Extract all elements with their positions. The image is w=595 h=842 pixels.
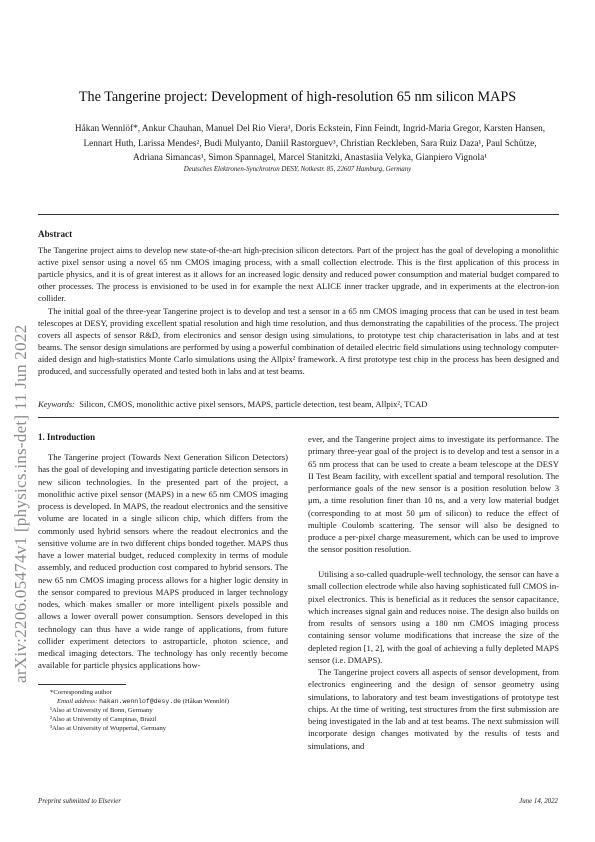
body-paragraph: The Tangerine project covers all aspects of sensor development, from electronics engineering and the design of sensor geometry using simulations, to laboratory and test beam investigations of prototype test chips. At the time of writing, test structures from the first submission are being investigated in the lab and at test beams. The next submission will incorporate design changes motivated by the results of tests and simulations, and (308, 667, 559, 751)
email-label: Email address: (57, 698, 98, 705)
footnote-divider (38, 684, 126, 685)
section-heading: 1. Introduction (38, 432, 96, 442)
author-line: Lennart Huth, Larissa Mendes², Budi Mulyanto, Daniil Rastorguev³, Christian Reckleben, Sara Ruiz Daza¹, Paul Schütze, (83, 138, 537, 149)
divider (38, 214, 559, 215)
body-paragraph: Utilising a so-called quadruple-well technology, the sensor can have a small collection electrode while also having sophisticated full CMOS in-pixel electronics. This is beneficial as it reduces the sensor capacitance, which increases signal gain and reduces noise. The design also builds on from results of sensors using a 180 nm CMOS imaging process containing sensor volume modifications that increase the size of the depleted region [1, 2], with the goal of achieving a fully depleted MAPS sensor (i.e. DMAPS). (308, 569, 559, 665)
author-line: Håkan Wennlöf*, Ankur Chauhan, Manuel Del Rio Viera¹, Doris Eckstein, Finn Feindt, Ingrid-Maria Gregor, Karsten Hansen, (74, 124, 546, 134)
body-paragraph: The Tangerine project (Towards Next Generation Silicon Detectors) has the goal of developing and investigating particle detection sensors in new silicon technologies. In the presented part of the project, a monolithic active pixel sensor (MAPS) in a new 65 nm CMOS imaging process is developed. In MAPS, the readout electronics and the sensitive volume are located in a single silicon chip, which differs from the commonly used hybrid sensors where the readout electronics and the sensitive volume are in two different chips bonded together. MAPS thus have a lower material budget, reduced complexity in terms of module assembly, and reduced production cost compared to hybrid sensors. The new 65 nm CMOS imaging process allows for a higher logic density in the sensor compared to previous MAPS produced in larger technology nodes, which makes smaller or more intelligent pixels possible and allows a lower overall power consumption. Sensors developed in this technology can thus have a wide range of applications, from future collider experiment detectors to astroparticle, photon science, and medical imaging detectors. The technology has only recently become available for particle physics applications how- (38, 452, 288, 671)
abstract-paragraph: The Tangerine project aims to develop new state-of-the-art high-precision silicon detectors. Part of the project has the goal of developing a monolithic active pixel sensor using a novel 65 nm CMOS imaging process, with a small collection electrode. This is the first application of this process in particle physics, and it is of great interest as it allows for an increased logic density and reduced power consumption and material budget compared to other processes. The process is envisioned to be used in for example the next ALICE inner tracker upgrade, and in experiments at the electron-ion collider. (38, 245, 559, 303)
divider (38, 417, 559, 418)
author-list (62, 122, 558, 166)
footer-date: June 14, 2022 (519, 798, 558, 805)
footnote-3: ³Also at University of Wuppertal, Germany (50, 725, 167, 732)
footnote-email (57, 697, 297, 706)
keywords-label: Keywords: (38, 399, 75, 409)
keywords-text: Silicon, CMOS, monolithic active pixel sensors, MAPS, particle detection, test beam, Allpix², TCAD (79, 399, 428, 409)
body-paragraph: ever, and the Tangerine project aims to investigate its performance. The primary three-year goal of the project is to develop and test a sensor in a 65 nm process that can be used to create a beam telescope at the DESY II Test Beam facility, with excellent spatial and temporal resolution. The performance goals of the new sensor is a position resolution below 3 μm, a time resolution finer than 10 ns, and a very low material budget (corresponding to at most 50 μm of silicon) to reduce the effect of multiple Coulomb scattering. The sensor will also be designed to produce a per-pixel charge measurement, which can be used to improve the sensor position resolution. (308, 434, 559, 555)
footnote-2: ²Also at University of Campinas, Brazil (50, 716, 157, 723)
abstract-heading: Abstract (38, 229, 73, 239)
arxiv-identifier: arXiv:2206.05474v1 [physics.ins-det] 11 Jun 2022 (11, 324, 30, 683)
abstract-paragraph: The initial goal of the three-year Tangerine project is to develop and test a sensor in a 65 nm CMOS imaging process that can be used in test beam telescopes at DESY, providing excellent spatial resolution and high time resolution, and thus demonstrating the capabilities of the process. The project covers all aspects of sensor R&D, from electronics and sensor design using simulations, to prototype test chip characterisation in labs and at test beams. The sensor design simulations are performed by using a powerful combination of detailed electric field simulations using technology computer-aided design and high-statistics Monte Carlo simulations using the Allpix² framework. A first prototype test chip in the process has been designed and produced, and successfully operated and tested both in labs and at test beams. (38, 306, 559, 376)
footnote-1: ¹Also at University of Bonn, Germany (50, 707, 153, 714)
footnote-corresponding: *Corresponding author (50, 689, 112, 696)
affiliation: Deutsches Elektronen-Synchrotron DESY, Notkestr. 85, 22607 Hamburg, Germany (183, 166, 412, 173)
author-line: Adriana Simancas¹, Simon Spannagel, Marcel Stanitzki, Anastasiia Velyka, Gianpiero Vignola¹ (132, 153, 487, 164)
footer-preprint: Preprint submitted to Elsevier (38, 798, 121, 805)
keywords (38, 398, 559, 410)
email-owner: (Håkan Wennlöf) (182, 698, 230, 705)
paper-title: The Tangerine project: Development of high-resolution 65 nm silicon MAPS (78, 89, 517, 105)
email-address[interactable]: hakan.wennlof@desy.de (99, 698, 182, 705)
